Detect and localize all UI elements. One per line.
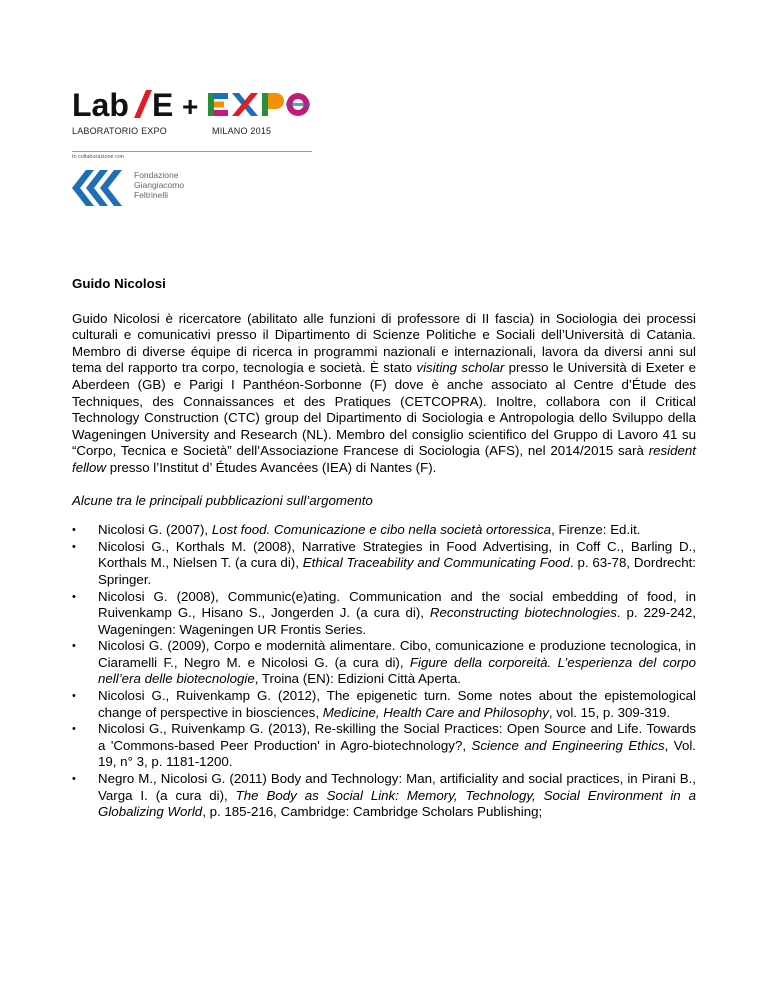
logo-lab-e: E <box>152 87 174 123</box>
pub-text: Negro M., Nicolosi G. (2011) Body and Technology: Man, artificiality and social practices, in Pirani B., Varga I. (a cura di), <box>98 771 696 803</box>
publication-item <box>72 688 696 721</box>
pub-text: Nicolosi G. (2009), Corpo e modernità alimentare. Cibo, comunicazione e produzione tecnologica, in Ciaramelli F., Negro M. e Nicolosi G. (a cura di), <box>98 638 696 670</box>
publication-item <box>72 771 696 821</box>
pub-details: , Troina (EN): Edizioni Città Aperta. <box>254 671 461 687</box>
bio-text-2: presso le Università di Exeter e Aberdeen (GB) e Parigi I Panthéon-Sorbonne (F) dove è anche associato al Centre d’Étude des Techniques, des Connaissances et des Pratiques (CETCOPRA). Inoltre, collabora con il Critical Technology Construction (CTC) group del Dipartimento di Sociologia e Antropologia dello Sviluppo della Wageningen University and Research (NL). Membro del consiglio scientifico del Gruppo di Lavoro 41 su “Corpo, Tecnica e Società” dell’Associazione Francese di Sociologia (AFS), nel 2014/2015 sarà <box>72 360 696 459</box>
logo-block <box>72 86 312 214</box>
publication-item <box>72 721 696 771</box>
pub-title: Reconstructing biotechnologies <box>429 605 617 621</box>
publication-item <box>72 589 696 639</box>
logo-lab-subtitle: LABORATORIO EXPO <box>72 126 167 136</box>
fond-line: Fondazione <box>134 170 179 180</box>
fondazione-name <box>134 170 184 200</box>
pub-text: Nicolosi G., Korthals M. (2008), Narrative Strategies in Food Advertising, in Coff C., Barling D., Korthals M., Nielsen T. (a cura di), <box>98 538 696 571</box>
bio-text-1: Guido Nicolosi è ricercatore (abilitato alle funzioni di professore di II fascia) in Sociologia dei processi culturali e comunicativi presso il Dipartimento di Scienze Politiche e Sociali dell’Università di Catania. Membro di diverse équipe di ricerca in programmi nazionali e internazionali, lavora da diversi anni sul tema del rapporto tra corpo, tecnologia e società. È stato <box>72 310 696 376</box>
fond-line: Feltrinelli <box>134 190 169 200</box>
logo-plus: + <box>182 91 199 122</box>
publication-item <box>72 539 696 589</box>
logo-red-slash <box>134 90 152 118</box>
pub-title: The Body as Social Link: Memory, Technology, Social Environment in a Globalizing World <box>98 787 696 820</box>
pub-text: Nicolosi G., Ruivenkamp G. (2012), The epigenetic turn. Some notes about the epistemological change of perspective in biosciences, <box>98 688 696 720</box>
publication-item <box>72 638 696 688</box>
pub-title: Science and Engineering Ethics <box>471 737 665 753</box>
pub-details: . p. 229-242, Wageningen: Wageningen UR Frontis Series. <box>98 605 696 637</box>
pub-title: Ethical Traceability and Communicating Food <box>302 555 570 571</box>
feltrinelli-chevron-icon <box>72 164 142 212</box>
pub-text: Nicolosi G., Ruivenkamp G. (2013), Re-skilling the Social Practices: Open Source and Life. Towards a 'Commons-based Peer Production' in Agro-biotechnology?, <box>98 721 696 753</box>
author-name: Guido Nicolosi <box>72 276 166 291</box>
pub-details: , Vol. 19, n° 3, p. 1181-1200. <box>98 737 696 770</box>
bio-resident-fellow: resident fellow <box>72 443 696 475</box>
bio-visiting-scholar: visiting scholar <box>416 360 505 376</box>
collab-label: In collaborazione con <box>72 154 124 160</box>
pub-text: Nicolosi G. (2007), <box>98 522 212 538</box>
pub-title: Figure della corporeità. L’esperienza del corpo nell’era delle biotecnologie <box>98 654 696 687</box>
author-bio <box>72 311 696 477</box>
logo-expo-subtitle: MILANO 2015 <box>212 126 272 136</box>
pub-details: , Firenze: Ed.it. <box>551 522 641 538</box>
pub-title: Medicine, Health Care and Philosophy <box>322 704 549 720</box>
pub-title: Lost food. Comunicazione e cibo nella società ortoressica <box>211 522 552 538</box>
pub-details: . p. 63-78, Dordrecht: Springer. <box>98 555 696 587</box>
publications-heading: Alcune tra le principali pubblicazioni sull’argomento <box>72 492 373 508</box>
labexpo-logo <box>72 86 312 136</box>
publications-list <box>72 522 696 821</box>
fond-line: Giangiacomo <box>134 180 185 190</box>
document-body <box>72 276 696 821</box>
logo-divider <box>72 151 312 152</box>
pub-details: , p. 185-216, Cambridge: Cambridge Scholars Publishing; <box>202 804 543 820</box>
expo-logo <box>208 93 310 116</box>
logo-lab-text: Lab <box>72 87 129 123</box>
publication-item <box>72 522 696 539</box>
bio-text-3: presso l’Institut d’ Études Avancées (IEA) di Nantes (F). <box>106 459 437 475</box>
pub-text: Nicolosi G. (2008), Communic(e)ating. Communication and the social embedding of food, in Ruivenkamp G., Hisano S., Jongerden J. (a cura di), <box>98 588 696 621</box>
pub-details: , vol. 15, p. 309-319. <box>548 704 671 720</box>
